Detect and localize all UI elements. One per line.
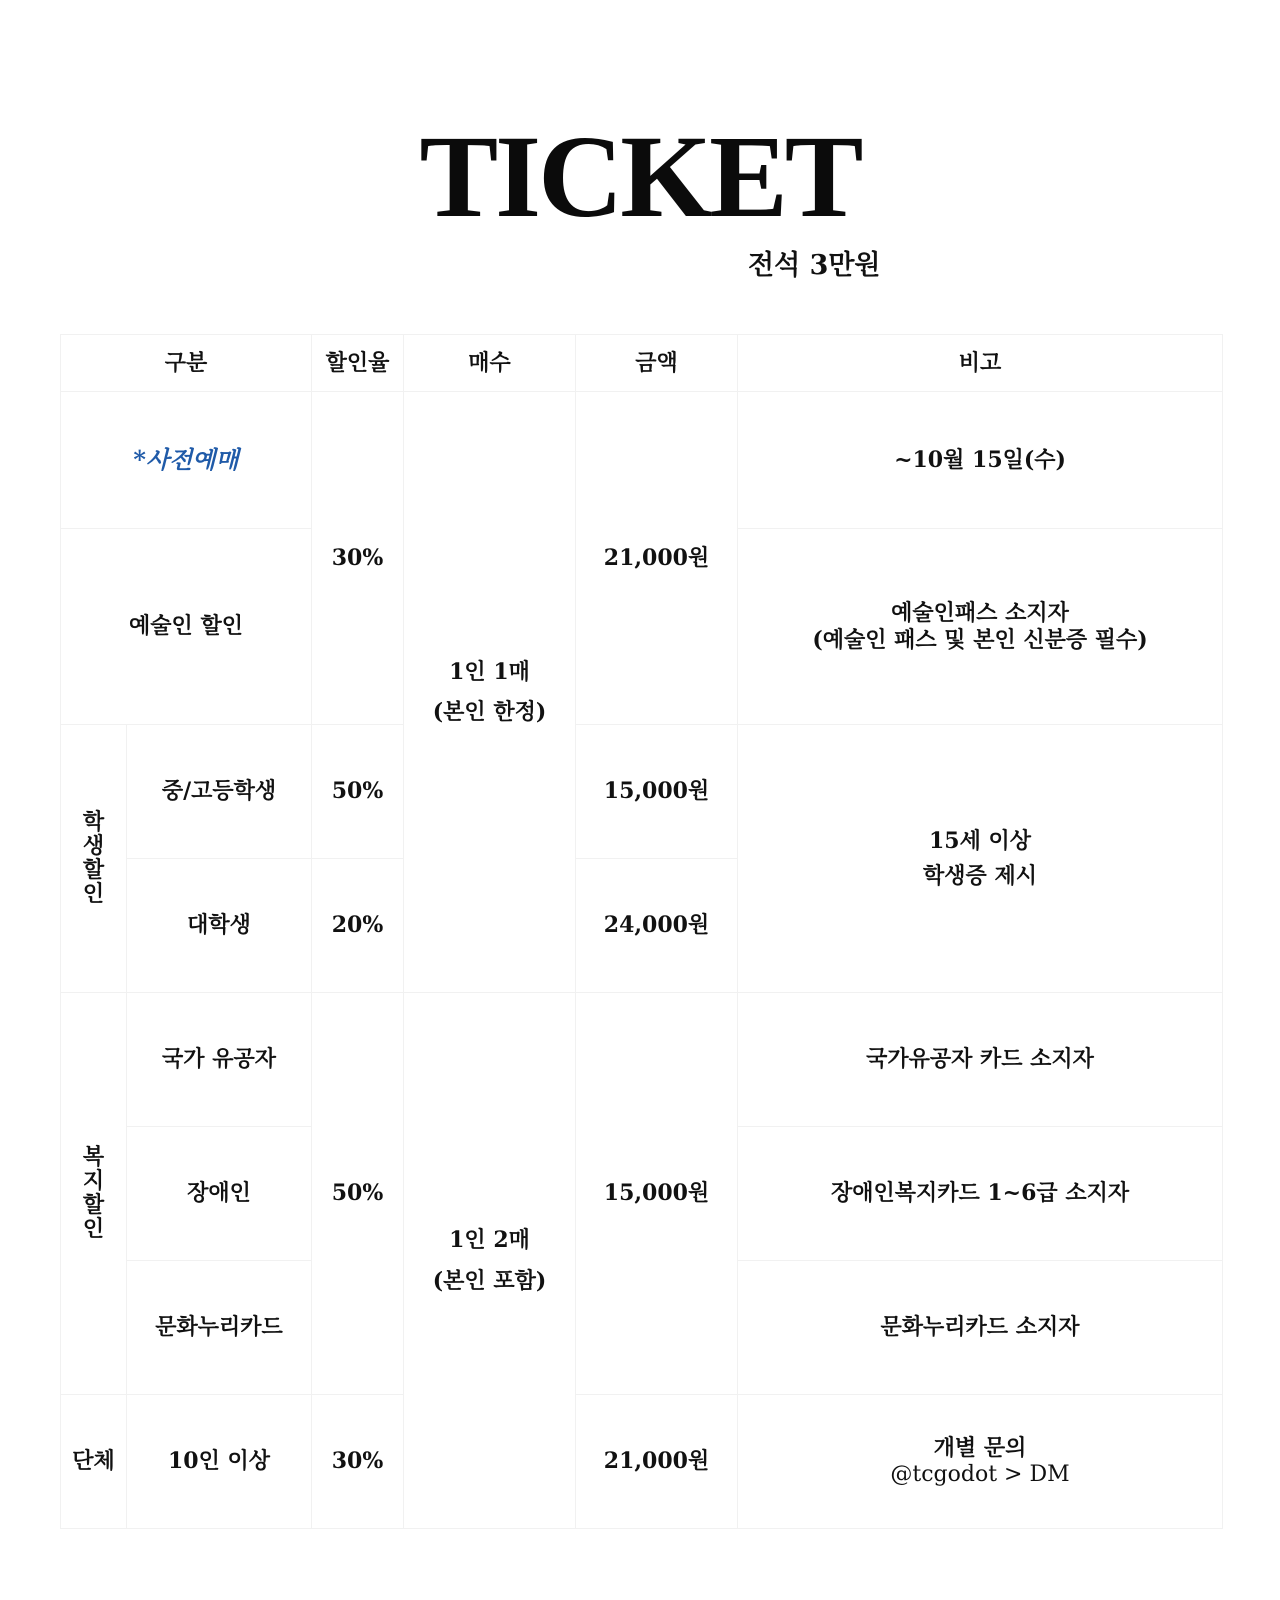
table-row-presale (61, 392, 1223, 529)
artist-label: 예술인 할인 (61, 529, 312, 725)
group-notes-line1: 개별 문의 (933, 1435, 1027, 1462)
artist-notes-line2: (예술인 패스 및 본인 신분증 필수) (812, 626, 1148, 653)
group-notes-line2: @tcgodot > DM (890, 1461, 1070, 1487)
student-notes-line1: 15세 이상 (929, 828, 1032, 855)
header-notes: 비고 (738, 335, 1223, 392)
group-discount: 30% (312, 1395, 404, 1529)
welfare-discount: 50% (312, 993, 404, 1395)
header-price: 금액 (576, 335, 738, 392)
double-ticket-line2: (본인 포함) (432, 1267, 547, 1294)
group-label: 단체 (61, 1395, 127, 1529)
welfare-group-label-text: 복지할인 (82, 1143, 105, 1243)
student-middle-high-discount: 50% (312, 725, 404, 859)
welfare-veteran-label: 국가 유공자 (127, 993, 312, 1127)
artist-notes (738, 529, 1223, 725)
group-notes (738, 1395, 1223, 1529)
student-group-label (61, 725, 127, 993)
table-header-row (61, 335, 1223, 392)
student-group-label-text: 학생할인 (82, 808, 105, 908)
welfare-veteran-notes: 국가유공자 카드 소지자 (738, 993, 1223, 1127)
student-university-label: 대학생 (127, 859, 312, 993)
student-middle-high-price: 15,000원 (576, 725, 738, 859)
single-ticket-limit (404, 392, 576, 993)
presale-artist-price-text: 21,000원 (603, 544, 710, 571)
welfare-price: 15,000원 (576, 993, 738, 1395)
welfare-culture-card-notes: 문화누리카드 소지자 (738, 1261, 1223, 1395)
welfare-disabled-notes: 장애인복지카드 1~6급 소지자 (738, 1127, 1223, 1261)
table-row-student-middle-high (61, 725, 1223, 859)
page-title: TICKET (419, 111, 861, 242)
single-ticket-line1: 1인 1매 (449, 658, 530, 685)
student-university-discount: 20% (312, 859, 404, 993)
double-ticket-line1: 1인 2매 (449, 1227, 530, 1254)
single-ticket-line2: (본인 한정) (432, 699, 547, 725)
welfare-disabled-label: 장애인 (127, 1127, 312, 1261)
student-middle-high-label: 중/고등학생 (127, 725, 312, 859)
student-notes-line2: 학생증 제시 (923, 862, 1037, 889)
student-university-price: 24,000원 (576, 859, 738, 993)
group-price: 21,000원 (576, 1395, 738, 1529)
student-notes (738, 725, 1223, 993)
double-ticket-limit (404, 993, 576, 1529)
page-subtitle: 전석 3만원 (748, 250, 881, 281)
group-size-label: 10인 이상 (127, 1395, 312, 1529)
welfare-group-label (61, 993, 127, 1395)
welfare-culture-card-label: 문화누리카드 (127, 1261, 312, 1395)
presale-notes: ~10월 15일(수) (738, 392, 1223, 529)
presale-artist-discount-text: 30% (331, 544, 384, 571)
table-row-welfare-veteran (61, 993, 1223, 1127)
artist-notes-line1: 예술인패스 소지자 (891, 600, 1069, 627)
header-tickets: 매수 (404, 335, 576, 392)
header-discount: 할인율 (312, 335, 404, 392)
presale-artist-discount (312, 392, 404, 725)
presale-label (61, 392, 312, 529)
header-category: 구분 (61, 335, 312, 392)
ticket-price-table (60, 334, 1223, 1529)
presale-artist-price (576, 392, 738, 725)
presale-label-text: *사전예매 (133, 444, 239, 474)
table-row-group (61, 1395, 1223, 1529)
